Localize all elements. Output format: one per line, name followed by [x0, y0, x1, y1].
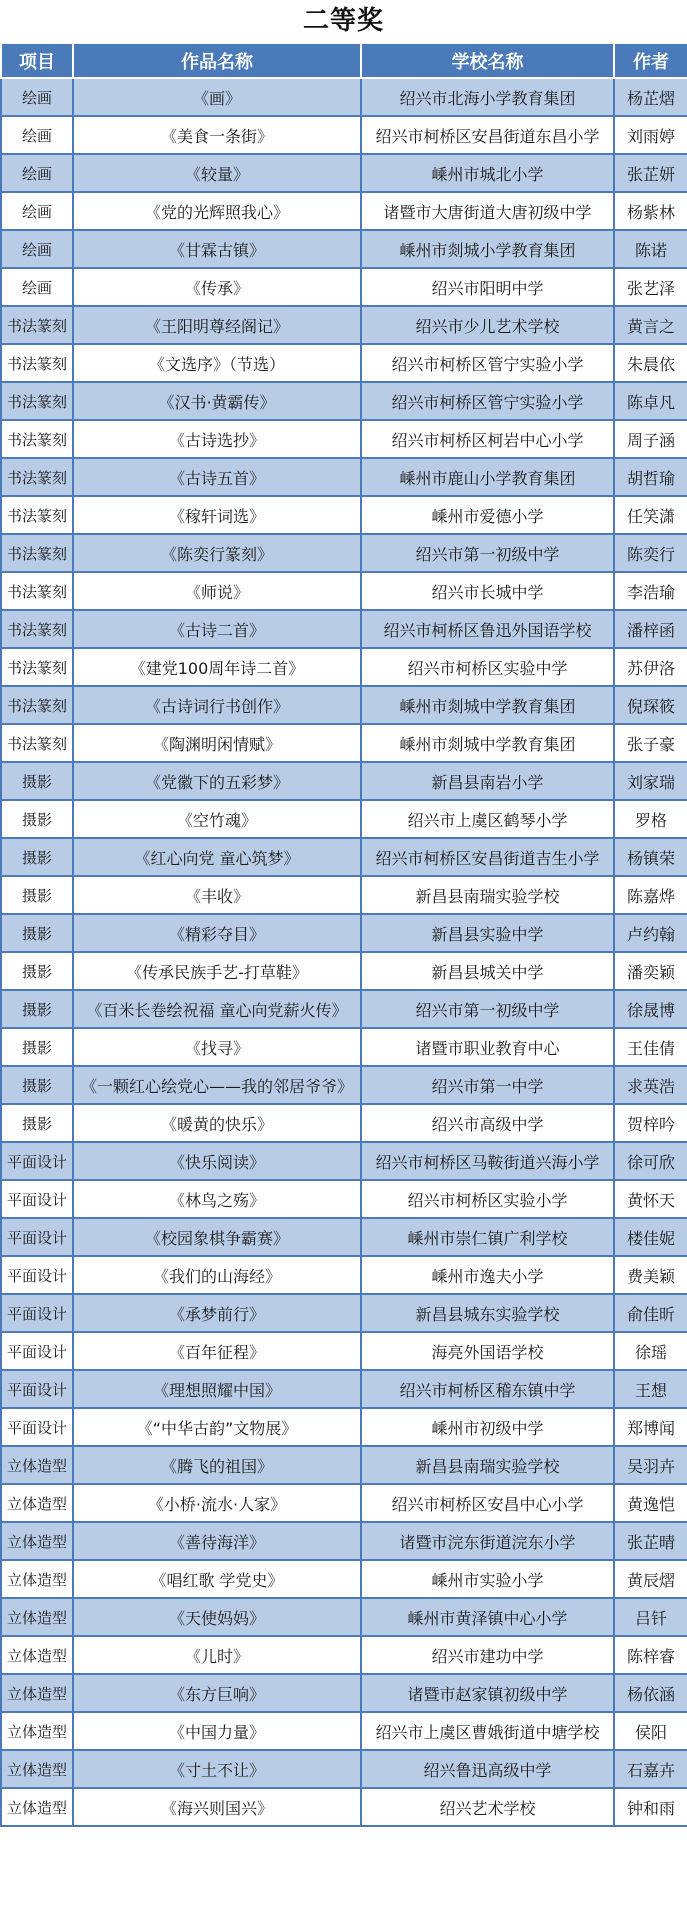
cell-category: 立体造型 — [1, 1750, 73, 1788]
cell-category: 书法篆刻 — [1, 686, 73, 724]
cell-author: 苏伊洛 — [614, 648, 687, 686]
cell-category: 平面设计 — [1, 1142, 73, 1180]
table-row — [1, 1446, 687, 1484]
cell-work-title: 《善待海洋》 — [73, 1522, 361, 1560]
cell-author: 陈卓凡 — [614, 382, 687, 420]
table-row — [1, 306, 687, 344]
header-row — [1, 43, 687, 78]
cell-category: 摄影 — [1, 762, 73, 800]
table-row — [1, 1028, 687, 1066]
cell-work-title: 《寸土不让》 — [73, 1750, 361, 1788]
cell-work-title: 《古诗五首》 — [73, 458, 361, 496]
cell-author: 贺梓吟 — [614, 1104, 687, 1142]
cell-category: 书法篆刻 — [1, 306, 73, 344]
cell-school: 绍兴市阳明中学 — [361, 268, 614, 306]
cell-work-title: 《建党100周年诗二首》 — [73, 648, 361, 686]
cell-school: 绍兴市柯桥区稽东镇中学 — [361, 1370, 614, 1408]
cell-category: 绘画 — [1, 230, 73, 268]
cell-author: 杨镇荣 — [614, 838, 687, 876]
cell-work-title: 《天使妈妈》 — [73, 1598, 361, 1636]
cell-school: 海亮外国语学校 — [361, 1332, 614, 1370]
cell-category: 平面设计 — [1, 1370, 73, 1408]
cell-author: 张芷妍 — [614, 154, 687, 192]
header-school: 学校名称 — [361, 43, 614, 78]
table-row — [1, 230, 687, 268]
cell-school: 新昌县城关中学 — [361, 952, 614, 990]
cell-school: 绍兴市柯桥区安昌中心小学 — [361, 1484, 614, 1522]
cell-work-title: 《百米长卷绘祝福 童心向党薪火传》 — [73, 990, 361, 1028]
cell-work-title: 《我们的山海经》 — [73, 1256, 361, 1294]
cell-category: 绘画 — [1, 78, 73, 116]
cell-category: 立体造型 — [1, 1484, 73, 1522]
cell-work-title: 《精彩夺目》 — [73, 914, 361, 952]
table-row — [1, 914, 687, 952]
cell-school: 绍兴市长城中学 — [361, 572, 614, 610]
cell-work-title: 《海兴则国兴》 — [73, 1788, 361, 1826]
cell-category: 摄影 — [1, 800, 73, 838]
cell-school: 嵊州市剡城中学教育集团 — [361, 724, 614, 762]
cell-work-title: 《党徽下的五彩梦》 — [73, 762, 361, 800]
cell-author: 陈梓睿 — [614, 1636, 687, 1674]
cell-school: 绍兴市建功中学 — [361, 1636, 614, 1674]
page-title: 二等奖 — [302, 6, 384, 36]
table-row — [1, 724, 687, 762]
cell-category: 书法篆刻 — [1, 382, 73, 420]
cell-school: 绍兴市柯桥区实验小学 — [361, 1180, 614, 1218]
cell-category: 绘画 — [1, 268, 73, 306]
cell-category: 平面设计 — [1, 1408, 73, 1446]
cell-work-title: 《师说》 — [73, 572, 361, 610]
cell-work-title: 《校园象棋争霸赛》 — [73, 1218, 361, 1256]
cell-school: 嵊州市鹿山小学教育集团 — [361, 458, 614, 496]
cell-work-title: 《稼轩词选》 — [73, 496, 361, 534]
cell-work-title: 《古诗二首》 — [73, 610, 361, 648]
table-row — [1, 648, 687, 686]
cell-work-title: 《唱红歌 学党史》 — [73, 1560, 361, 1598]
awards-table — [0, 42, 687, 1827]
table-row — [1, 382, 687, 420]
cell-author: 罗格 — [614, 800, 687, 838]
table-row — [1, 116, 687, 154]
cell-work-title: 《小桥·流水·人家》 — [73, 1484, 361, 1522]
cell-work-title: 《空竹魂》 — [73, 800, 361, 838]
cell-category: 立体造型 — [1, 1598, 73, 1636]
table-row — [1, 1484, 687, 1522]
cell-author: 刘雨婷 — [614, 116, 687, 154]
cell-work-title: 《快乐阅读》 — [73, 1142, 361, 1180]
cell-author: 吕钎 — [614, 1598, 687, 1636]
cell-work-title: 《王阳明尊经阁记》 — [73, 306, 361, 344]
cell-author: 朱晨依 — [614, 344, 687, 382]
cell-work-title: 《党的光辉照我心》 — [73, 192, 361, 230]
table-row — [1, 876, 687, 914]
table-row — [1, 420, 687, 458]
cell-category: 平面设计 — [1, 1332, 73, 1370]
cell-work-title: 《文选序》（节选） — [73, 344, 361, 382]
table-row — [1, 1370, 687, 1408]
cell-category: 绘画 — [1, 116, 73, 154]
cell-category: 书法篆刻 — [1, 458, 73, 496]
table-row — [1, 1294, 687, 1332]
table-row — [1, 1180, 687, 1218]
table-row — [1, 1104, 687, 1142]
cell-category: 摄影 — [1, 952, 73, 990]
cell-category: 平面设计 — [1, 1180, 73, 1218]
cell-school: 新昌县南瑞实验学校 — [361, 876, 614, 914]
table-row — [1, 1408, 687, 1446]
table-row — [1, 1750, 687, 1788]
cell-school: 绍兴艺术学校 — [361, 1788, 614, 1826]
cell-work-title: 《理想照耀中国》 — [73, 1370, 361, 1408]
cell-work-title: 《画》 — [73, 78, 361, 116]
table-row — [1, 1066, 687, 1104]
table-row — [1, 952, 687, 990]
cell-category: 平面设计 — [1, 1218, 73, 1256]
cell-work-title: 《“中华古韵”文物展》 — [73, 1408, 361, 1446]
table-row — [1, 1218, 687, 1256]
header-author: 作者 — [614, 43, 687, 78]
cell-school: 绍兴市柯桥区柯岩中心小学 — [361, 420, 614, 458]
cell-school: 绍兴市柯桥区安昌街道东昌小学 — [361, 116, 614, 154]
cell-work-title: 《百年征程》 — [73, 1332, 361, 1370]
cell-category: 立体造型 — [1, 1522, 73, 1560]
cell-author: 侯阳 — [614, 1712, 687, 1750]
cell-author: 陈嘉烨 — [614, 876, 687, 914]
cell-author: 张芷晴 — [614, 1522, 687, 1560]
table-row — [1, 838, 687, 876]
cell-author: 黄逸恺 — [614, 1484, 687, 1522]
table-row — [1, 78, 687, 116]
cell-work-title: 《古诗词行书创作》 — [73, 686, 361, 724]
cell-school: 绍兴市柯桥区鲁迅外国语学校 — [361, 610, 614, 648]
table-row — [1, 1712, 687, 1750]
cell-school: 诸暨市大唐街道大唐初级中学 — [361, 192, 614, 230]
cell-school: 新昌县城东实验学校 — [361, 1294, 614, 1332]
cell-category: 立体造型 — [1, 1674, 73, 1712]
cell-work-title: 《一颗红心绘党心——我的邻居爷爷》 — [73, 1066, 361, 1104]
cell-author: 倪琛筱 — [614, 686, 687, 724]
cell-author: 楼佳妮 — [614, 1218, 687, 1256]
cell-category: 摄影 — [1, 838, 73, 876]
cell-author: 杨紫林 — [614, 192, 687, 230]
cell-category: 摄影 — [1, 1104, 73, 1142]
cell-work-title: 《陶渊明闲情赋》 — [73, 724, 361, 762]
cell-author: 黄言之 — [614, 306, 687, 344]
cell-school: 绍兴市上虞区鹤琴小学 — [361, 800, 614, 838]
table-row — [1, 572, 687, 610]
cell-school: 绍兴市第一初级中学 — [361, 534, 614, 572]
cell-category: 摄影 — [1, 876, 73, 914]
cell-school: 诸暨市赵家镇初级中学 — [361, 1674, 614, 1712]
table-row — [1, 1142, 687, 1180]
cell-work-title: 《汉书·黄霸传》 — [73, 382, 361, 420]
cell-work-title: 《暖黄的快乐》 — [73, 1104, 361, 1142]
cell-author: 王想 — [614, 1370, 687, 1408]
cell-category: 立体造型 — [1, 1712, 73, 1750]
cell-author: 张艺泽 — [614, 268, 687, 306]
cell-school: 绍兴市柯桥区管宁实验小学 — [361, 344, 614, 382]
cell-category: 书法篆刻 — [1, 648, 73, 686]
table-row — [1, 1636, 687, 1674]
cell-author: 任笑潇 — [614, 496, 687, 534]
cell-category: 书法篆刻 — [1, 344, 73, 382]
cell-author: 杨依涵 — [614, 1674, 687, 1712]
cell-category: 书法篆刻 — [1, 420, 73, 458]
table-row — [1, 1332, 687, 1370]
table-row — [1, 192, 687, 230]
cell-author: 李浩瑜 — [614, 572, 687, 610]
cell-author: 潘梓函 — [614, 610, 687, 648]
cell-category: 平面设计 — [1, 1294, 73, 1332]
cell-author: 徐可欣 — [614, 1142, 687, 1180]
cell-school: 嵊州市剡城小学教育集团 — [361, 230, 614, 268]
cell-author: 周子涵 — [614, 420, 687, 458]
cell-work-title: 《承梦前行》 — [73, 1294, 361, 1332]
cell-school: 绍兴市北海小学教育集团 — [361, 78, 614, 116]
cell-school: 新昌县南岩小学 — [361, 762, 614, 800]
cell-category: 书法篆刻 — [1, 572, 73, 610]
cell-category: 平面设计 — [1, 1256, 73, 1294]
cell-work-title: 《儿时》 — [73, 1636, 361, 1674]
cell-work-title: 《红心向党 童心筑梦》 — [73, 838, 361, 876]
header-work-title: 作品名称 — [73, 43, 361, 78]
cell-author: 石嘉卉 — [614, 1750, 687, 1788]
cell-school: 嵊州市爱德小学 — [361, 496, 614, 534]
cell-work-title: 《古诗选抄》 — [73, 420, 361, 458]
table-row — [1, 1522, 687, 1560]
cell-school: 绍兴市高级中学 — [361, 1104, 614, 1142]
cell-work-title: 《腾飞的祖国》 — [73, 1446, 361, 1484]
cell-school: 诸暨市浣东街道浣东小学 — [361, 1522, 614, 1560]
table-row — [1, 686, 687, 724]
cell-school: 绍兴市第一中学 — [361, 1066, 614, 1104]
cell-author: 黄辰熠 — [614, 1560, 687, 1598]
cell-author: 陈诺 — [614, 230, 687, 268]
cell-category: 绘画 — [1, 154, 73, 192]
cell-work-title: 《较量》 — [73, 154, 361, 192]
cell-category: 书法篆刻 — [1, 610, 73, 648]
cell-category: 立体造型 — [1, 1788, 73, 1826]
cell-work-title: 《甘霖古镇》 — [73, 230, 361, 268]
cell-author: 刘家瑞 — [614, 762, 687, 800]
cell-school: 新昌县实验中学 — [361, 914, 614, 952]
table-row — [1, 154, 687, 192]
cell-school: 绍兴市柯桥区管宁实验小学 — [361, 382, 614, 420]
cell-school: 嵊州市实验小学 — [361, 1560, 614, 1598]
table-row — [1, 496, 687, 534]
cell-category: 立体造型 — [1, 1560, 73, 1598]
cell-school: 新昌县南瑞实验学校 — [361, 1446, 614, 1484]
cell-work-title: 《东方巨响》 — [73, 1674, 361, 1712]
table-row — [1, 534, 687, 572]
cell-author: 吴羽卉 — [614, 1446, 687, 1484]
cell-author: 求英浩 — [614, 1066, 687, 1104]
cell-author: 张子豪 — [614, 724, 687, 762]
cell-author: 黄怀天 — [614, 1180, 687, 1218]
cell-school: 嵊州市剡城中学教育集团 — [361, 686, 614, 724]
table-row — [1, 344, 687, 382]
table-row — [1, 990, 687, 1028]
cell-school: 嵊州市初级中学 — [361, 1408, 614, 1446]
cell-school: 嵊州市城北小学 — [361, 154, 614, 192]
cell-school: 诸暨市职业教育中心 — [361, 1028, 614, 1066]
table-row — [1, 610, 687, 648]
cell-author: 费美颖 — [614, 1256, 687, 1294]
cell-work-title: 《陈奕行篆刻》 — [73, 534, 361, 572]
table-row — [1, 1788, 687, 1826]
cell-school: 绍兴市上虞区曹娥街道中塘学校 — [361, 1712, 614, 1750]
cell-author: 卢约翰 — [614, 914, 687, 952]
cell-work-title: 《林鸟之殇》 — [73, 1180, 361, 1218]
cell-work-title: 《美食一条街》 — [73, 116, 361, 154]
table-row — [1, 762, 687, 800]
table-row — [1, 458, 687, 496]
cell-school: 嵊州市黄泽镇中心小学 — [361, 1598, 614, 1636]
cell-category: 立体造型 — [1, 1446, 73, 1484]
cell-work-title: 《中国力量》 — [73, 1712, 361, 1750]
cell-school: 绍兴市柯桥区马鞍街道兴海小学 — [361, 1142, 614, 1180]
cell-category: 书法篆刻 — [1, 534, 73, 572]
cell-author: 徐晟博 — [614, 990, 687, 1028]
header-category: 项目 — [1, 43, 73, 78]
cell-category: 摄影 — [1, 1028, 73, 1066]
cell-school: 绍兴市柯桥区安昌街道吉生小学 — [361, 838, 614, 876]
table-row — [1, 1560, 687, 1598]
cell-author: 王佳倩 — [614, 1028, 687, 1066]
cell-author: 胡哲瑜 — [614, 458, 687, 496]
cell-work-title: 《丰收》 — [73, 876, 361, 914]
cell-category: 立体造型 — [1, 1636, 73, 1674]
cell-author: 潘奕颖 — [614, 952, 687, 990]
table-row — [1, 800, 687, 838]
cell-school: 绍兴市少儿艺术学校 — [361, 306, 614, 344]
cell-work-title: 《传承民族手艺-打草鞋》 — [73, 952, 361, 990]
cell-author: 俞佳昕 — [614, 1294, 687, 1332]
cell-school: 嵊州市逸夫小学 — [361, 1256, 614, 1294]
cell-category: 书法篆刻 — [1, 496, 73, 534]
cell-school: 绍兴鲁迅高级中学 — [361, 1750, 614, 1788]
cell-author: 郑博闻 — [614, 1408, 687, 1446]
cell-category: 绘画 — [1, 192, 73, 230]
table-row — [1, 1674, 687, 1712]
table-row — [1, 1598, 687, 1636]
cell-work-title: 《传承》 — [73, 268, 361, 306]
table-row — [1, 268, 687, 306]
cell-school: 嵊州市崇仁镇广利学校 — [361, 1218, 614, 1256]
cell-author: 徐瑶 — [614, 1332, 687, 1370]
cell-author: 陈奕行 — [614, 534, 687, 572]
table-row — [1, 1256, 687, 1294]
cell-category: 摄影 — [1, 990, 73, 1028]
cell-category: 摄影 — [1, 914, 73, 952]
cell-school: 绍兴市第一初级中学 — [361, 990, 614, 1028]
cell-school: 绍兴市柯桥区实验中学 — [361, 648, 614, 686]
cell-work-title: 《找寻》 — [73, 1028, 361, 1066]
table-body — [1, 78, 687, 1826]
cell-author: 钟和雨 — [614, 1788, 687, 1826]
cell-author: 杨芷熠 — [614, 78, 687, 116]
cell-category: 摄影 — [1, 1066, 73, 1104]
cell-category: 书法篆刻 — [1, 724, 73, 762]
